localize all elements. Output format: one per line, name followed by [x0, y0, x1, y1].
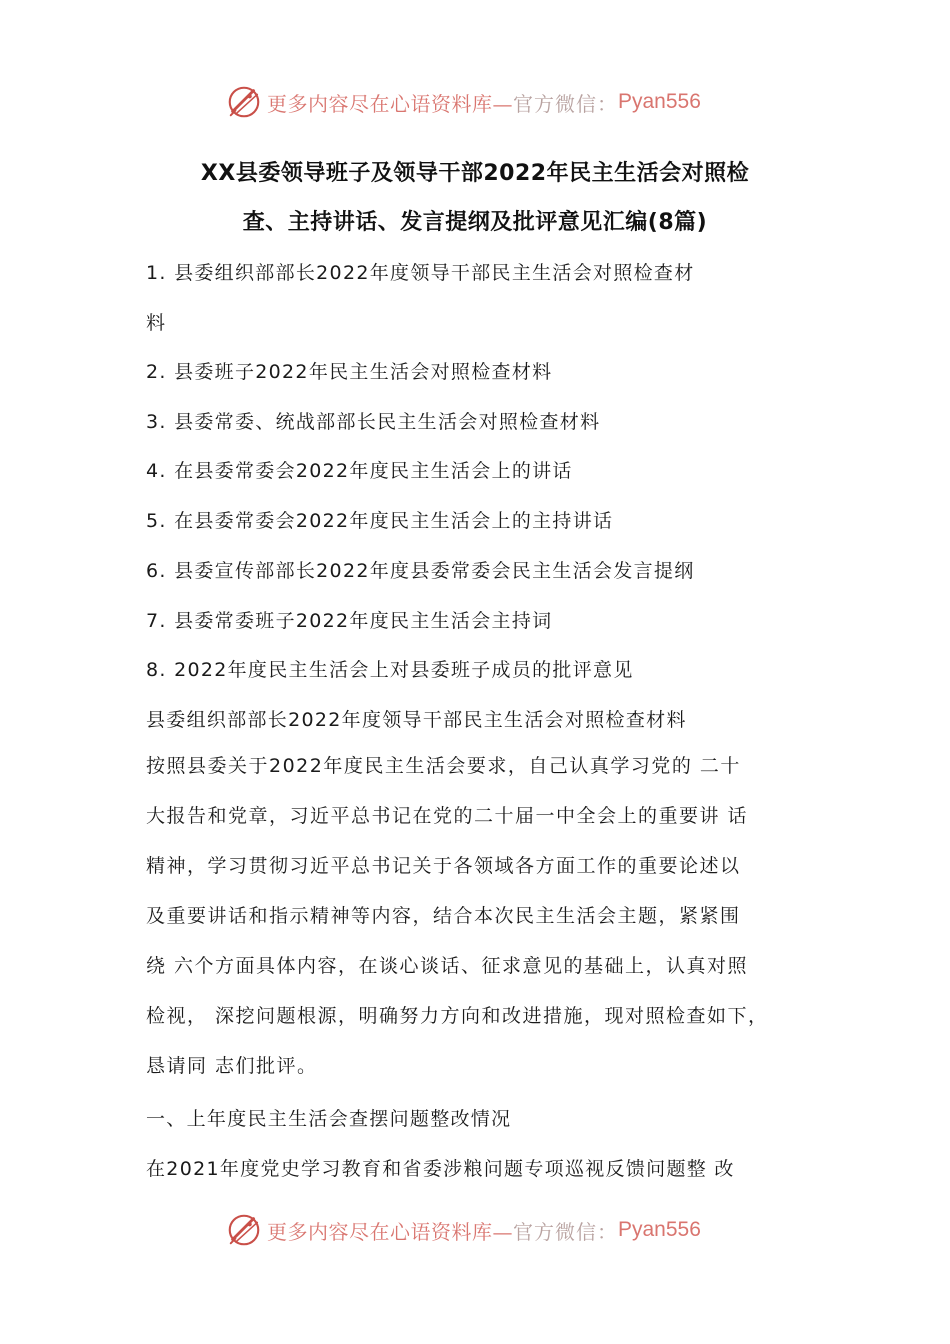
body-last-line: 在2021年度党史学习教育和省委涉粮问题专项巡视反馈问题整 改	[146, 1158, 735, 1180]
watermark-wechat-id: Pyan556	[618, 1218, 701, 1241]
intro-line-3: 精神，学习贯彻习近平总书记关于各领域各方面工作的重要论述以	[146, 855, 741, 877]
toc-item-7: 7. 县委常委班子2022年度民主生活会主持词	[146, 610, 553, 632]
watermark-text: 更多内容尽在心语资料库—	[267, 1219, 513, 1244]
toc-item-3: 3. 县委常委、统战部部长民主生活会对照检查材料	[146, 411, 601, 433]
toc-item-4: 4. 在县委常委会2022年度民主生活会上的讲话	[146, 460, 573, 482]
intro-paragraph	[146, 741, 826, 1091]
watermark-wechat-label: 官方微信：	[513, 1219, 618, 1244]
section-title: 县委组织部部长2022年度领导干部民主生活会对照检查材料	[146, 709, 687, 731]
intro-line-4: 及重要讲话和指示精神等内容，结合本次民主生活会主题，紧紧围	[146, 905, 741, 927]
heading-1: 一、上年度民主生活会查摆问题整改情况	[146, 1108, 512, 1130]
footer-watermark	[225, 1210, 745, 1250]
header-watermark	[225, 82, 745, 122]
pen-logo-icon	[225, 1211, 263, 1249]
toc-item-1-continued: 料	[146, 312, 167, 334]
toc-item-6: 6. 县委宣传部部长2022年度县委常委会民主生活会发言提纲	[146, 560, 695, 582]
pen-logo-icon	[225, 83, 263, 121]
watermark-wechat-id: Pyan556	[618, 90, 701, 113]
toc-item-5: 5. 在县委常委会2022年度民主生活会上的主持讲话	[146, 510, 614, 532]
toc-item-1: 1. 县委组织部部长2022年度领导干部民主生活会对照检查材	[146, 262, 695, 284]
watermark-text: 更多内容尽在心语资料库—	[267, 91, 513, 116]
toc-item-8: 8. 2022年度民主生活会上对县委班子成员的批评意见	[146, 659, 634, 681]
intro-line-6: 检视， 深挖问题根源，明确努力方向和改进措施，现对照检查如下，	[146, 1005, 769, 1027]
intro-line-7: 恳请同 志们批评。	[146, 1055, 318, 1077]
intro-line-1: 按照县委关于2022年度民主生活会要求，自己认真学习党的 二十	[146, 755, 741, 777]
watermark-wechat-label: 官方微信：	[513, 91, 618, 116]
intro-line-2: 大报告和党章，习近平总书记在党的二十届一中全会上的重要讲 话	[146, 805, 749, 827]
document-title-line-1: XX县委领导班子及领导干部2022年民主生活会对照检	[200, 161, 750, 186]
document-title-line-2: 查、主持讲话、发言提纲及批评意见汇编(8篇)	[242, 210, 708, 235]
intro-line-5: 绕 六个方面具体内容，在谈心谈话、征求意见的基础上，认真对照	[146, 955, 749, 977]
toc-item-2: 2. 县委班子2022年民主生活会对照检查材料	[146, 361, 553, 383]
